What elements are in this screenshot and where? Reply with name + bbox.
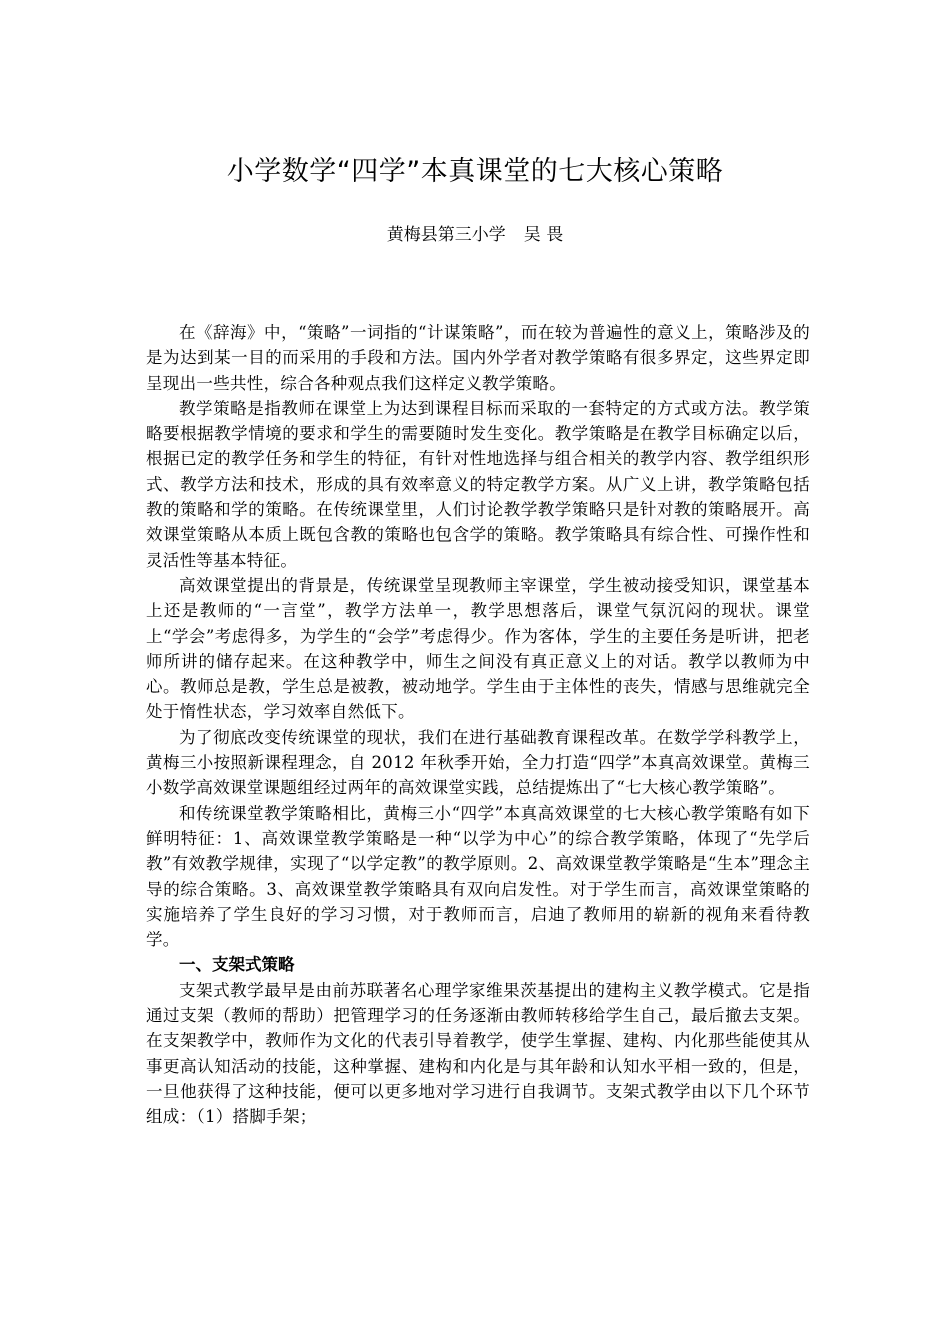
author-school: 黄梅县第三小学 [386, 225, 506, 245]
byline [0, 221, 950, 249]
paragraph: 和传统课堂教学策略相比，黄梅三小“四学”本真高效课堂的七大核心教学策略有如下鲜明特征：1、高效课堂教学策略是一种“以学为中心”的综合教学策略，体现了“先学后教”有效教学规律，实现了“以学定教”的教学原则。2、高效课堂教学策略是“生本”理念主导的综合策略。3、高效课堂教学策略具有双向启发性。对于学生而言，高效课堂策略的实施培养了学生良好的学习习惯，对于教师而言，启迪了教师用的崭新的视角来看待教学。 [146, 803, 810, 950]
paragraph: 教学策略是指教师在课堂上为达到课程目标而采取的一套特定的方式或方法。教学策略要根据教学情境的要求和学生的需要随时发生变化。教学策略是在教学目标确定以后，根据已定的教学任务和学生的特征，有针对性地选择与组合相关的教学内容、教学组织形式、教学方法和技术，形成的具有效率意义的特定教学方案。从广义上讲，教学策略包括教的策略和学的策略。在传统课堂里，人们讨论教学教学策略只是针对教的策略展开。高效课堂策略从本质上既包含教的策略也包含学的策略。教学策略具有综合性、可操作性和灵活性等基本特征。 [146, 398, 810, 570]
paragraph: 高效课堂提出的背景是，传统课堂呈现教师主宰课堂，学生被动接受知识，课堂基本上还是教师的“一言堂”，教学方法单一，教学思想落后，课堂气氛沉闷的现状。课堂上“学会”考虑得多，为学生的“会学”考虑得少。作为客体，学生的主要任务是听讲，把老师所讲的储存起来。在这种教学中，师生之间没有真正意义上的对话。教学以教师为中心。教师总是教，学生总是被教，被动地学。学生由于主体性的丧失，情感与思维就完全处于惰性状态，学习效率自然低下。 [146, 575, 810, 722]
paragraph: 为了彻底改变传统课堂的现状，我们在进行基础教育课程改革。在数学学科教学上，黄梅三小按照新课程理念，自 2012 年秋季开始，全力打造“四学”本真高效课堂。黄梅三小数学高效课堂课题组经过两年的高效课堂实践，总结提炼出了“七大核心教学策略”。 [146, 727, 810, 798]
paragraph: 支架式教学最早是由前苏联著名心理学家维果茨基提出的建构主义教学模式。它是指通过支架（教师的帮助）把管理学习的任务逐渐由教师转移给学生自己，最后撤去支架。在支架教学中，教师作为文化的代表引导着教学，使学生掌握、建构、内化那些能使其从事更高认知活动的技能，这种掌握、建构和内化是与其年龄和认知水平相一致的，但是，一旦他获得了这种技能，便可以更多地对学习进行自我调节。支架式教学由以下几个环节组成：（1）搭脚手架； [146, 980, 810, 1127]
section-heading: 一、支架式策略 [179, 955, 295, 975]
page-title: 小学数学“四学”本真课堂的七大核心策略 [226, 156, 724, 187]
author-name: 吴 畏 [523, 225, 564, 245]
body-text [146, 320, 810, 1130]
paragraph: 在《辞海》中，“策略”一词指的“计谋策略”，而在较为普遍性的意义上，策略涉及的是为达到某一目的而采用的手段和方法。国内外学者对教学策略有很多界定，这些界定即呈现出一些共性，综合各种观点我们这样定义教学策略。 [146, 323, 810, 393]
